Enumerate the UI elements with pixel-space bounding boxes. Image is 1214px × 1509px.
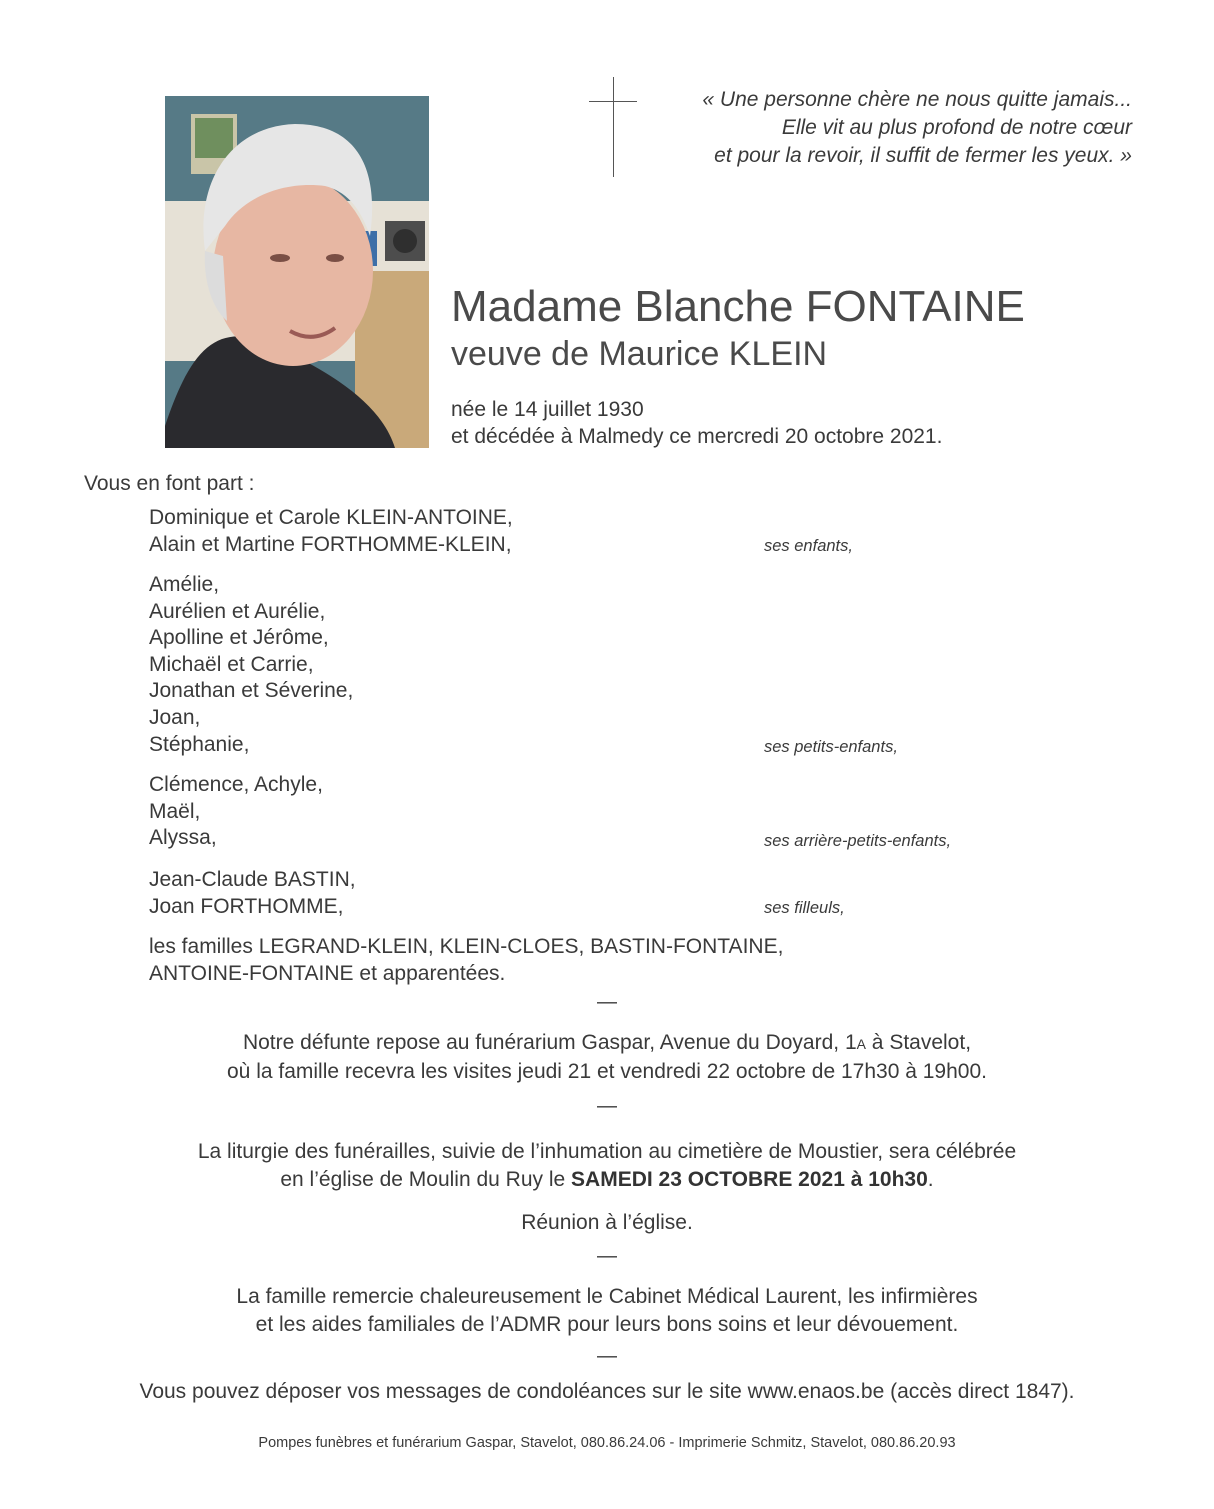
grandchildren-list	[149, 572, 353, 758]
great-grandchildren-list	[149, 772, 323, 852]
thanks-line-1: La famille remercie chaleureusement le Cabinet Médical Laurent, les infirmières	[236, 1285, 978, 1308]
separator: —	[597, 1245, 617, 1267]
life-dates	[451, 396, 942, 450]
relation-label: ses arrière-petits-enfants,	[764, 832, 952, 850]
widow-of: veuve de Maurice KLEIN	[451, 335, 828, 373]
death-date: et décédée à Malmedy ce mercredi 20 octobre 2021.	[451, 425, 943, 448]
funeral-line-1: La liturgie des funérailles, suivie de l’inhumation au cimetière de Moustier, sera célébrée	[197, 1140, 1017, 1163]
list-item: Alain et Martine FORTHOMME-KLEIN,	[149, 532, 512, 556]
quote-line-2: Elle vit au plus profond de notre cœur	[781, 116, 1132, 139]
funeral-line-2: en l’église de Moulin du Ruy le SAMEDI 23 OCTOBRE 2021 à 10h30.	[280, 1168, 934, 1191]
list-item: Jonathan et Séverine,	[149, 679, 354, 703]
separator: —	[597, 1095, 617, 1117]
reunion-note: Réunion à l’église.	[521, 1211, 693, 1234]
list-item: Stéphanie,	[149, 732, 250, 756]
funeral-date: SAMEDI 23 OCTOBRE 2021 à 10h30	[571, 1168, 928, 1191]
visitation-line-2: où la famille recevra les visites jeudi 21 et vendredi 22 octobre de 17h30 à 19h00.	[227, 1060, 987, 1083]
birth-date: née le 14 juillet 1930	[451, 398, 644, 421]
visitation-line-1: Notre défunte repose au funérarium Gaspar, Avenue du Doyard, 1A à Stavelot,	[242, 1031, 972, 1054]
relation-label: ses enfants,	[764, 537, 853, 555]
separator: —	[597, 991, 617, 1013]
footer-credits: Pompes funèbres et funérarium Gaspar, Stavelot, 080.86.24.06 - Imprimerie Schmitz, Stavelot, 080.86.20.93	[258, 1435, 956, 1451]
list-item: Amélie,	[149, 573, 220, 596]
list-item: Apolline et Jérôme,	[149, 626, 329, 650]
list-item: Aurélien et Aurélie,	[149, 599, 326, 623]
list-item: ANTOINE-FONTAINE et apparentées.	[149, 961, 506, 985]
quote-line-3: et pour la revoir, il suffit de fermer les yeux. »	[714, 144, 1132, 167]
list-item: Joan,	[149, 705, 201, 729]
condolences-note: Vous pouvez déposer vos messages de condoléances sur le site www.enaos.be (accès direct 1847).	[139, 1380, 1075, 1403]
deceased-name: Madame Blanche FONTAINE	[451, 282, 1025, 331]
list-item: Maël,	[149, 799, 201, 823]
relation-label: ses petits-enfants,	[764, 738, 898, 756]
godchildren-list	[149, 867, 356, 920]
separator: —	[597, 1345, 617, 1367]
list-item: Dominique et Carole KLEIN-ANTOINE,	[149, 506, 513, 529]
children-list	[149, 505, 513, 558]
list-item: Jean-Claude BASTIN,	[149, 868, 356, 891]
portrait-photo	[165, 96, 429, 448]
visitation-info	[0, 1029, 1214, 1086]
list-item: les familles LEGRAND-KLEIN, KLEIN-CLOES, BASTIN-FONTAINE,	[149, 935, 784, 958]
announcement-intro: Vous en font part :	[84, 472, 255, 495]
thanks-info	[0, 1283, 1214, 1339]
quote-line-1: « Une personne chère ne nous quitte jamais...	[702, 88, 1132, 111]
families-list	[149, 934, 783, 987]
funeral-info	[0, 1138, 1214, 1194]
memorial-quote	[572, 86, 1132, 170]
list-item: Joan FORTHOMME,	[149, 894, 344, 918]
list-item: Alyssa,	[149, 826, 217, 850]
thanks-line-2: et les aides familiales de l’ADMR pour leurs bons soins et leur dévouement.	[255, 1313, 959, 1336]
list-item: Clémence, Achyle,	[149, 773, 323, 796]
list-item: Michaël et Carrie,	[149, 652, 314, 676]
relation-label: ses filleuls,	[764, 899, 845, 917]
